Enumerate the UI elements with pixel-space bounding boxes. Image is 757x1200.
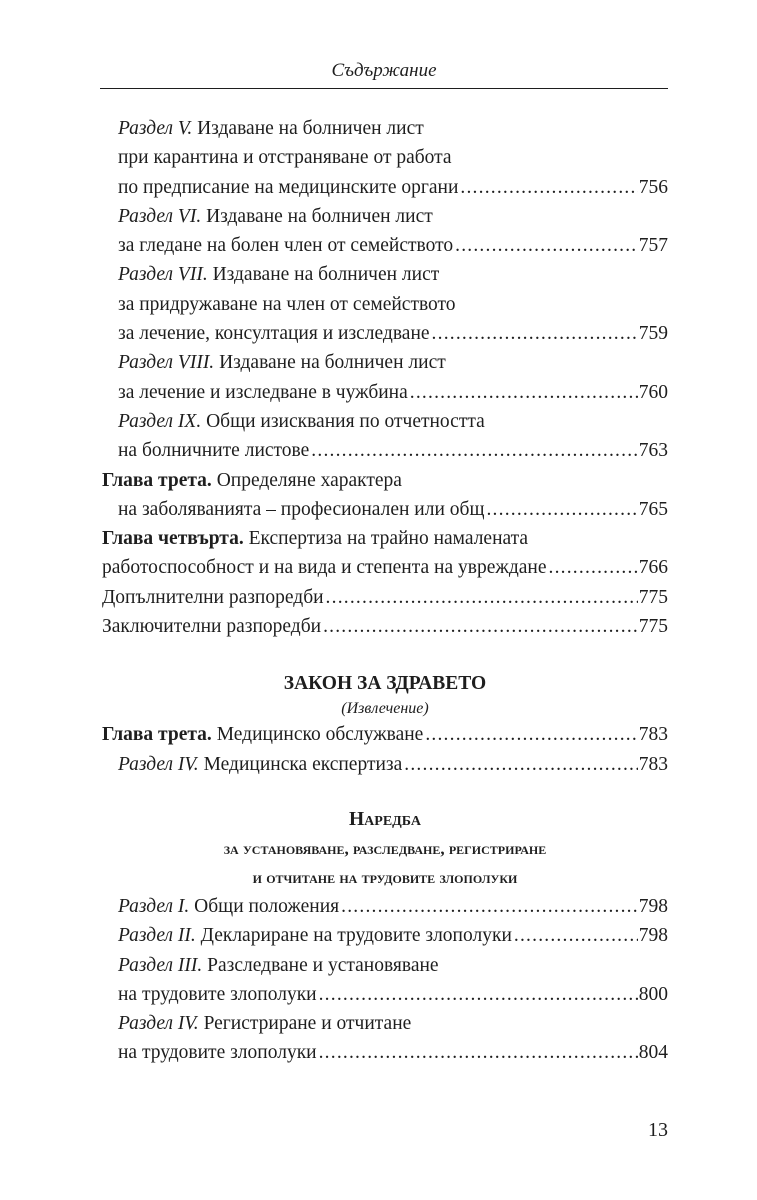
entry-text: Допълнителни разпоредби xyxy=(102,586,324,608)
dot-leader xyxy=(455,231,638,260)
toc-entry xyxy=(102,583,668,612)
entry-text: Общи изисквания по отчетността xyxy=(201,410,485,432)
dot-leader xyxy=(311,436,637,465)
page-number: 783 xyxy=(638,724,668,746)
toc-entry xyxy=(102,407,668,436)
toc-entry xyxy=(102,892,668,921)
toc-entry xyxy=(102,466,668,495)
entry-text: Регистриране и отчитане xyxy=(198,1013,412,1035)
toc-entry xyxy=(102,1038,668,1067)
dot-leader xyxy=(460,173,637,202)
dot-leader xyxy=(514,921,638,950)
entry-prefix: Раздел II. xyxy=(118,925,196,947)
header-rule xyxy=(100,88,668,89)
entry-text: на заболяванията – професионален или общ xyxy=(118,498,485,520)
entry-text: за придружаване на член от семейството xyxy=(118,293,456,315)
page-folio: 13 xyxy=(648,1119,668,1141)
toc-entry xyxy=(102,951,668,980)
dot-leader xyxy=(319,1038,638,1067)
dot-leader xyxy=(326,583,638,612)
toc-entry xyxy=(102,348,668,377)
toc-entry xyxy=(102,1009,668,1038)
running-header: Съдържание xyxy=(331,60,437,81)
entry-text: Експертиза на трайно намалената xyxy=(243,528,529,550)
page-number: 804 xyxy=(638,1042,668,1064)
regulation-title-line-1: за установяване, разследване, регистриране xyxy=(223,838,547,858)
page-number: 798 xyxy=(638,925,668,947)
entry-text: за гледане на болен член от семейството xyxy=(118,235,454,257)
entry-text: Издаване на болничен лист xyxy=(214,352,446,374)
toc-entry xyxy=(102,921,668,950)
dot-leader xyxy=(404,750,637,779)
toc-entry xyxy=(102,495,668,524)
toc-entry xyxy=(102,378,668,407)
entry-text: Медицинско обслужване xyxy=(211,724,424,746)
regulation-title-line-2: и отчитане на трудовите злополуки xyxy=(252,867,518,887)
dot-leader xyxy=(341,892,638,921)
entry-prefix: Раздел VIII. xyxy=(118,352,215,374)
toc-entry xyxy=(102,319,668,348)
entry-text: за лечение, консултация и изследване xyxy=(118,323,430,345)
toc-entry xyxy=(102,720,668,749)
dot-leader xyxy=(425,720,637,749)
toc-entry xyxy=(102,260,668,289)
entry-prefix: Глава трета. xyxy=(102,469,212,491)
toc-entry xyxy=(102,612,668,641)
page-number: 759 xyxy=(638,323,668,345)
toc-entry xyxy=(102,202,668,231)
dot-leader xyxy=(549,553,638,582)
entry-text: Издаване на болничен лист xyxy=(207,264,440,286)
entry-text: Деклариране на трудовите злополуки xyxy=(195,925,512,947)
entry-text: Общи положения xyxy=(189,895,340,917)
entry-prefix: Раздел I. xyxy=(118,895,190,917)
entry-prefix: Глава трета. xyxy=(102,724,212,746)
entry-prefix: Раздел VI. xyxy=(118,205,202,227)
entry-text: на трудовите злополуки xyxy=(118,1042,317,1064)
entry-prefix: Раздел IV. xyxy=(118,753,199,775)
toc-entry xyxy=(102,143,668,172)
entry-text: Заключителни разпоредби xyxy=(102,616,322,638)
entry-text: за лечение и изследване в чужбина xyxy=(118,381,408,403)
table-of-contents xyxy=(102,114,668,1068)
page-number: 763 xyxy=(638,440,668,462)
dot-leader xyxy=(323,612,638,641)
page-number: 756 xyxy=(638,176,668,198)
toc-entry xyxy=(102,553,668,582)
entry-prefix: Раздел IV. xyxy=(118,1013,199,1035)
entry-text: на болничните листове xyxy=(118,440,310,462)
law-title: ЗАКОН ЗА ЗДРАВЕТО xyxy=(283,673,487,695)
page-number: 775 xyxy=(638,616,668,638)
entry-text: Медицинска експертиза xyxy=(198,753,403,775)
entry-prefix: Раздел VII. xyxy=(118,264,208,286)
regulation-title: Наредба xyxy=(349,808,421,830)
page-number: 765 xyxy=(638,498,668,520)
dot-leader xyxy=(410,378,638,407)
page-number: 775 xyxy=(638,586,668,608)
toc-entry xyxy=(102,173,668,202)
page-number: 766 xyxy=(638,557,668,579)
dot-leader xyxy=(432,319,638,348)
dot-leader xyxy=(486,495,637,524)
entry-text: при карантина и отстраняване от работа xyxy=(118,147,452,169)
toc-entry xyxy=(102,290,668,319)
entry-prefix: Раздел IX. xyxy=(118,410,202,432)
toc-entry xyxy=(102,750,668,779)
toc-entry xyxy=(102,436,668,465)
entry-prefix: Глава четвърта. xyxy=(102,528,244,550)
law-subtitle: (Извлечение) xyxy=(341,700,429,718)
entry-prefix: Раздел III. xyxy=(118,954,203,976)
entry-text: Издаване на болничен лист xyxy=(201,205,433,227)
entry-text: Определяне характера xyxy=(211,469,402,491)
page-number: 757 xyxy=(638,235,668,257)
entry-text: по предписание на медицинските органи xyxy=(118,176,459,198)
toc-entry xyxy=(102,231,668,260)
toc-entry xyxy=(102,114,668,143)
page-number: 783 xyxy=(638,753,668,775)
toc-entry xyxy=(102,524,668,553)
entry-text: Разследване и установяване xyxy=(202,954,439,976)
toc-entry xyxy=(102,980,668,1009)
entry-text: на трудовите злополуки xyxy=(118,983,317,1005)
dot-leader xyxy=(319,980,638,1009)
entry-text: работоспособност и на вида и степента на увреждане xyxy=(102,557,547,579)
page-number: 798 xyxy=(638,895,668,917)
entry-text: Издаване на болничен лист xyxy=(192,118,424,139)
page-number: 760 xyxy=(638,381,668,403)
page-number: 800 xyxy=(638,983,668,1005)
entry-prefix: Раздел V. xyxy=(118,118,193,139)
